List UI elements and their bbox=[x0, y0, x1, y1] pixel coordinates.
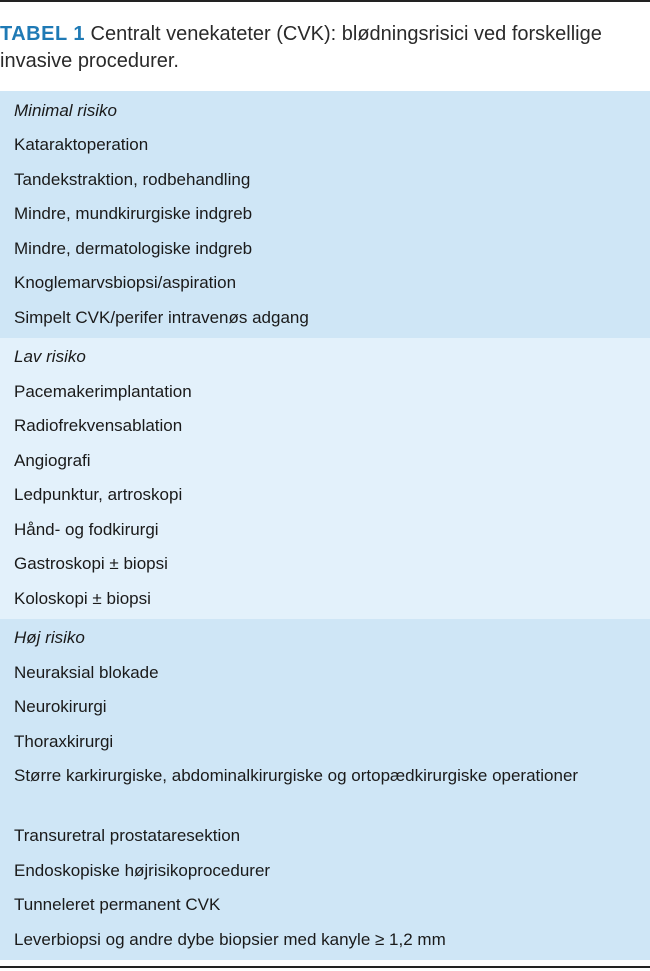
top-rule bbox=[0, 0, 650, 2]
table-row: Ledpunktur, artroskopi bbox=[14, 485, 183, 505]
section-low-risk bbox=[0, 338, 650, 619]
table-row: Større karkirurgiske, abdominalkirurgiske og ortopædkirurgiske operationer bbox=[14, 765, 579, 785]
table-caption bbox=[0, 21, 640, 75]
table-row: Koloskopi ± biopsi bbox=[14, 588, 151, 608]
table-row: Leverbiopsi og andre dybe biopsier med kanyle ≥ 1,2 mm bbox=[14, 929, 446, 949]
table-row: Hånd- og fodkirurgi bbox=[14, 519, 159, 539]
table-row: Tunneleret permanent CVK bbox=[14, 895, 221, 915]
table-row: Gastroskopi ± biopsi bbox=[14, 554, 168, 574]
table-row: Radiofrekvensablation bbox=[14, 416, 183, 436]
section-heading: Minimal risiko bbox=[14, 100, 117, 120]
risk-table bbox=[0, 91, 650, 960]
table-row: Neurokirurgi bbox=[14, 697, 107, 717]
table-row: Thoraxkirurgi bbox=[14, 731, 114, 751]
table-row: Pacemakerimplantation bbox=[14, 381, 192, 401]
table-title: Centralt venekateter (CVK): blødningsrisici ved forskellige invasive procedurer. bbox=[0, 23, 602, 72]
table-row: Simpelt CVK/perifer intravenøs adgang bbox=[14, 307, 309, 327]
section-high-risk bbox=[0, 619, 650, 960]
bottom-rule bbox=[0, 966, 650, 968]
table-row: Mindre, mundkirurgiske indgreb bbox=[14, 204, 253, 224]
table-row: Transuretral prostataresektion bbox=[14, 826, 241, 846]
table-row: Knoglemarvsbiopsi/aspiration bbox=[14, 273, 237, 293]
table-row: Endoskopiske højrisikoprocedurer bbox=[14, 860, 271, 880]
table-row: Tandekstraktion, rodbehandling bbox=[14, 169, 251, 189]
table-row: Neuraksial blokade bbox=[14, 662, 159, 682]
table-row: Angiografi bbox=[14, 450, 91, 470]
section-heading: Høj risiko bbox=[14, 628, 85, 648]
table-row: Kataraktoperation bbox=[14, 135, 149, 155]
table-row: Mindre, dermatologiske indgreb bbox=[14, 238, 253, 258]
table-label: TABEL 1 bbox=[0, 23, 85, 45]
section-heading: Lav risiko bbox=[14, 347, 86, 367]
section-minimal-risk bbox=[0, 91, 650, 338]
